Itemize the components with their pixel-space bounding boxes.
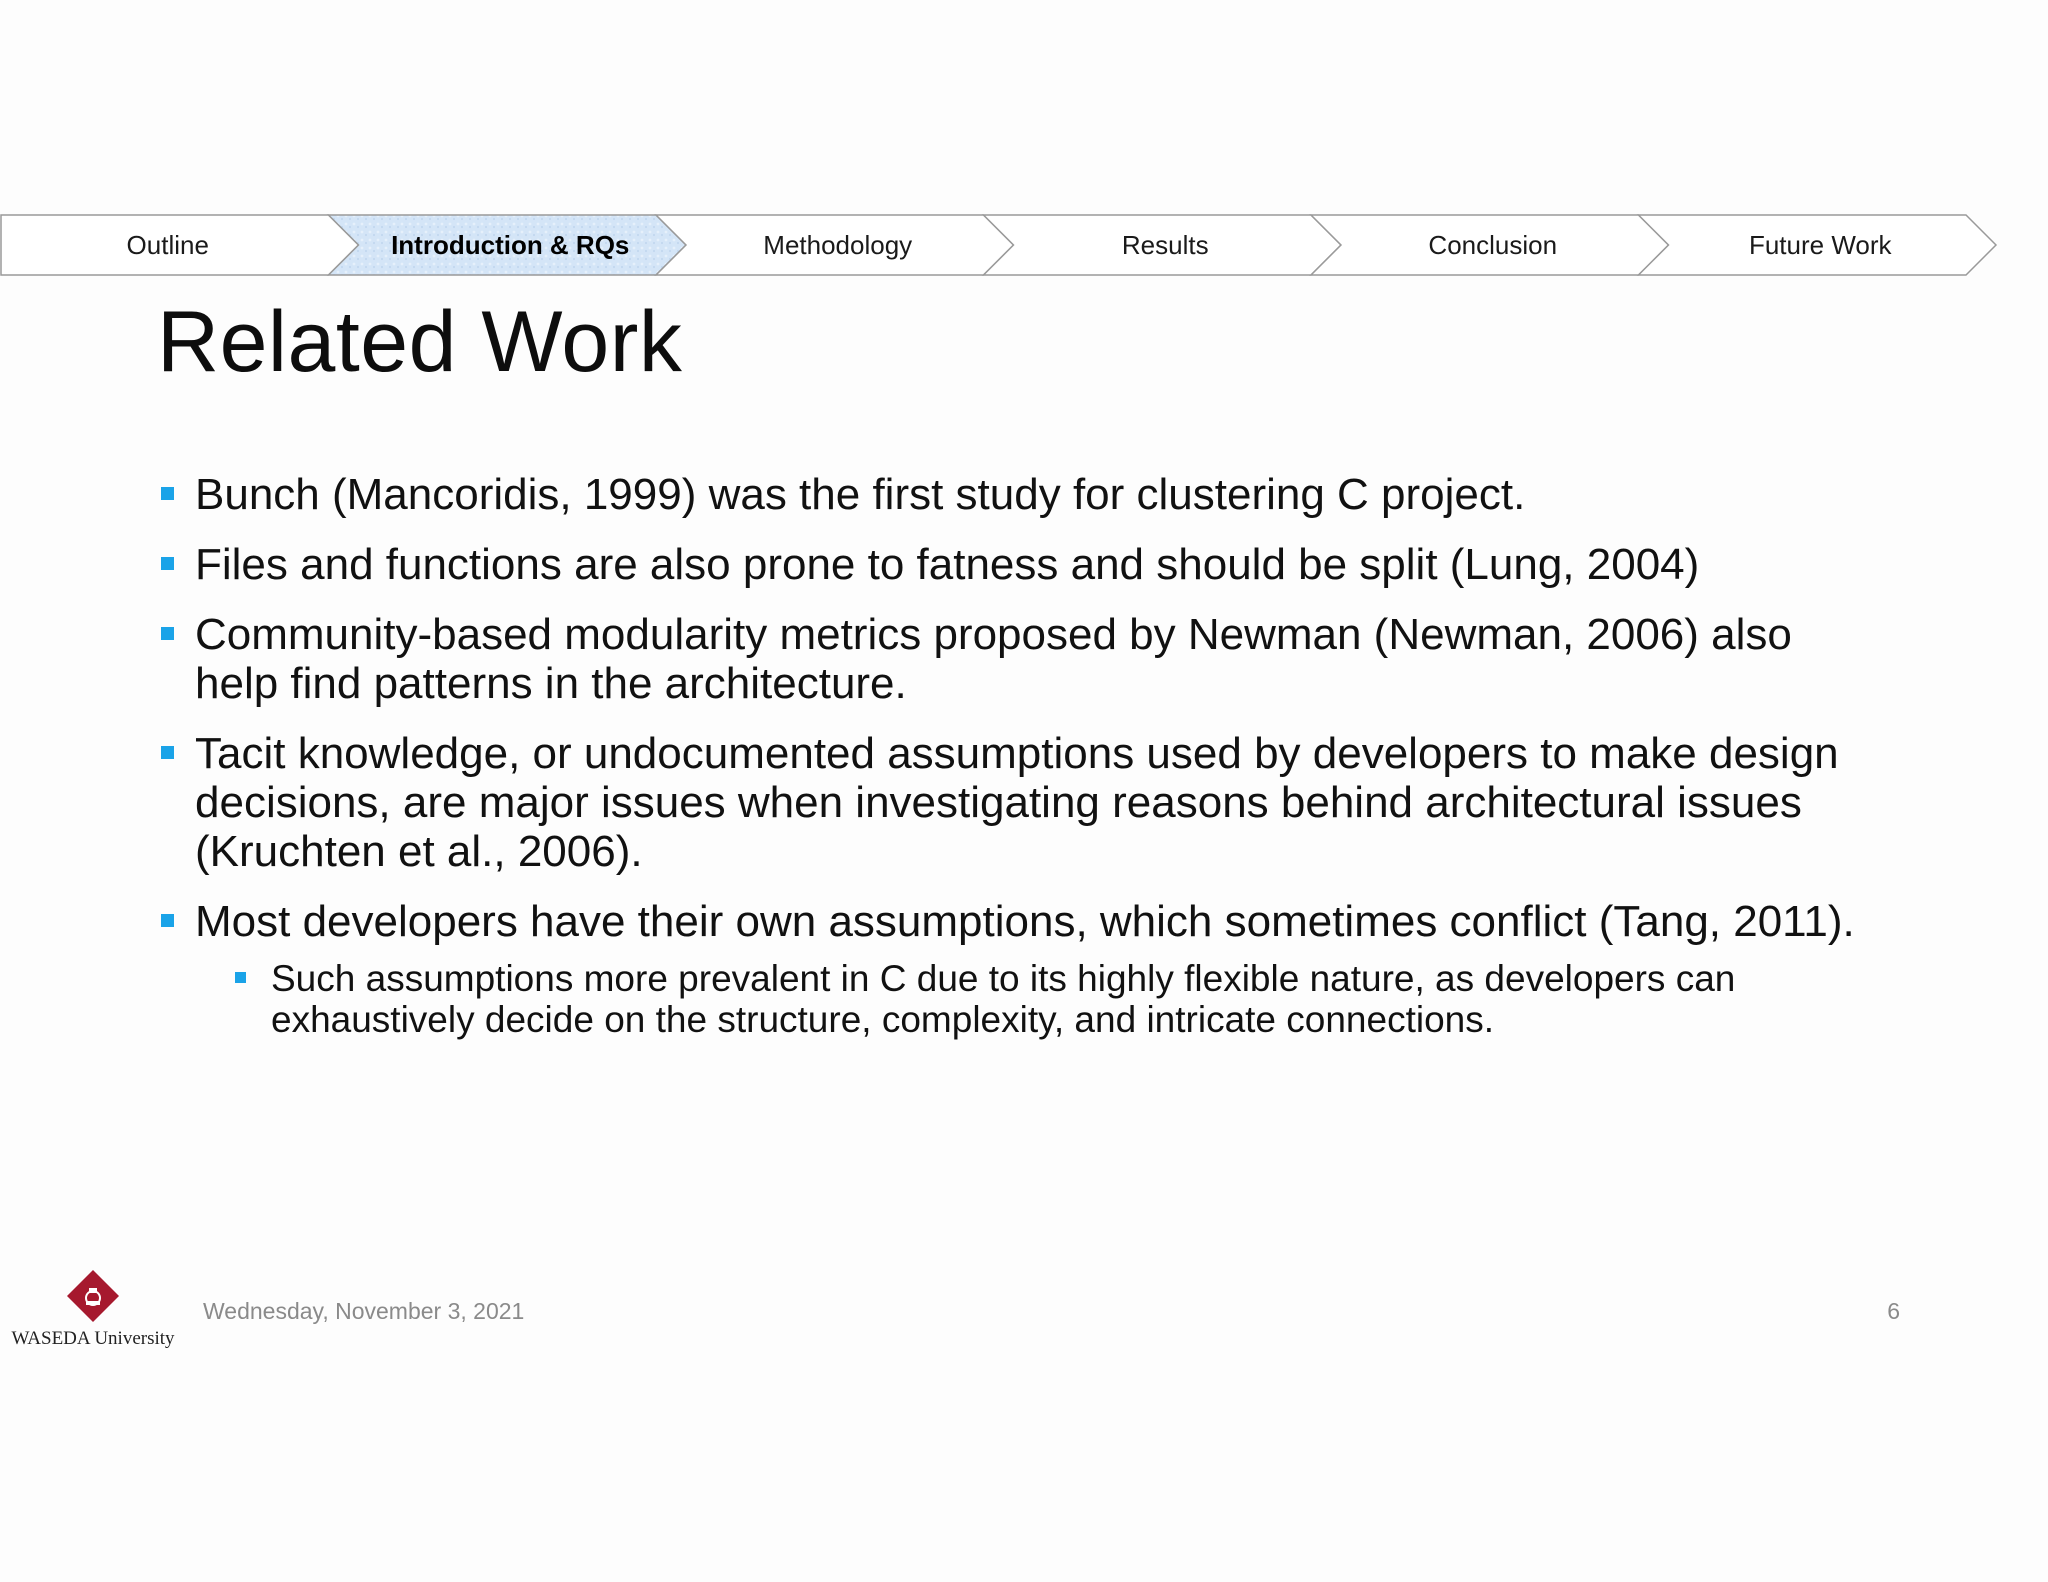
bullet-text: Files and functions are also prone to fatness and should be split (Lung, 2004): [195, 540, 1700, 589]
slide-title: Related Work: [157, 294, 683, 390]
section-navigation: [0, 214, 2048, 276]
bullet-item: [157, 729, 1877, 876]
bullet-marker-icon: [161, 627, 174, 640]
bullet-marker-icon: [161, 557, 174, 570]
bullet-text: Most developers have their own assumptions, which sometimes conflict (Tang, 2011).: [195, 897, 1855, 946]
nav-item-methodology[interactable]: Methodology: [763, 230, 913, 260]
nav-item-results[interactable]: Results: [1121, 230, 1209, 260]
sub-bullet-marker-icon: [235, 972, 246, 983]
bullet-item: [157, 540, 1877, 589]
bullet-item: [157, 897, 1877, 1040]
bullet-marker-icon: [161, 487, 174, 500]
nav-item-outline[interactable]: Outline: [126, 230, 209, 260]
waseda-emblem-icon: [8, 1266, 178, 1328]
page-number: 6: [1887, 1298, 1900, 1324]
footer-date: Wednesday, November 3, 2021: [203, 1298, 525, 1324]
sub-bullet-item: [233, 958, 1877, 1040]
nav-item-introduction-rqs[interactable]: Introduction & RQs: [391, 230, 630, 260]
nav-item-future-work[interactable]: Future Work: [1748, 230, 1892, 260]
bullet-marker-icon: [161, 746, 174, 759]
bullet-text: Bunch (Mancoridis, 1999) was the first study for clustering C project.: [195, 470, 1526, 519]
bullet-list: [157, 470, 1877, 1061]
sub-bullet-list: [195, 958, 1877, 1040]
bullet-text: Tacit knowledge, or undocumented assumptions used by developers to make design decisions, are major issues when investigating reasons behind architectural issues (Kruchten et al., 2006).: [195, 729, 1839, 876]
bullet-text: Community-based modularity metrics proposed by Newman (Newman, 2006) also help find patterns in the architecture.: [195, 610, 1792, 708]
logo-text: WASEDA University: [11, 1328, 175, 1349]
nav-item-conclusion[interactable]: Conclusion: [1428, 230, 1558, 260]
bullet-item: [157, 610, 1877, 708]
bullet-item: [157, 470, 1877, 519]
bullet-marker-icon: [161, 914, 174, 927]
sub-bullet-text: Such assumptions more prevalent in C due to its highly flexible nature, as developers can exhaustively decide on the structure, complexity, and intricate connections.: [271, 958, 1736, 1040]
university-logo: [8, 1266, 178, 1354]
